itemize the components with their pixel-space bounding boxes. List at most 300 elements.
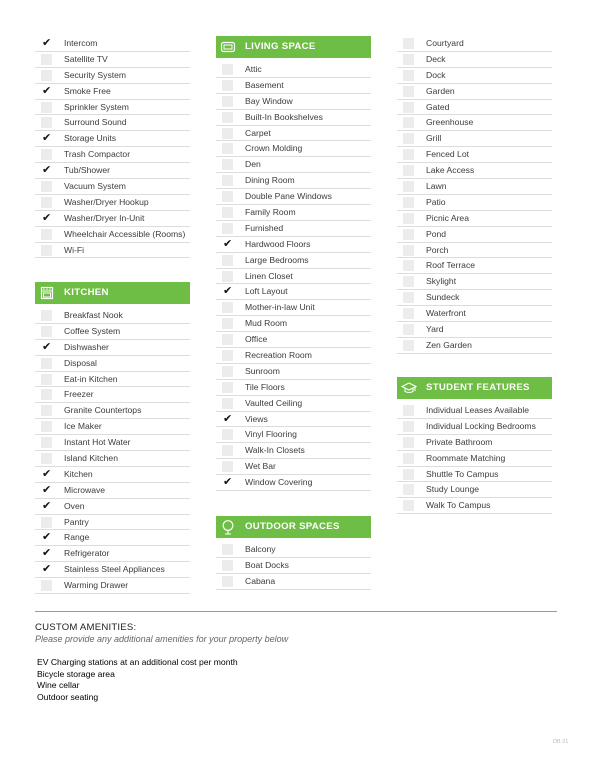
amenity-checkbox[interactable] bbox=[403, 102, 414, 113]
checkmark-icon: ✔ bbox=[42, 131, 52, 145]
amenity-checkbox[interactable] bbox=[403, 340, 414, 351]
amenity-checkbox[interactable] bbox=[403, 165, 414, 176]
amenity-checkbox[interactable] bbox=[403, 437, 414, 448]
amenity-label: Courtyard bbox=[426, 38, 464, 48]
amenity-label: Study Lounge bbox=[426, 484, 480, 495]
amenity-item bbox=[397, 211, 552, 227]
amenity-item bbox=[35, 324, 190, 340]
amenity-checkbox[interactable] bbox=[222, 398, 233, 409]
amenity-label: Mother-in-law Unit bbox=[245, 302, 315, 313]
amenity-checkbox[interactable] bbox=[41, 54, 52, 65]
amenity-label: Ice Maker bbox=[64, 421, 102, 432]
amenity-item bbox=[397, 115, 552, 131]
amenity-item bbox=[216, 364, 371, 380]
amenity-checkbox[interactable] bbox=[403, 421, 414, 432]
amenity-label: Deck bbox=[426, 53, 446, 64]
amenity-checkbox[interactable] bbox=[41, 374, 52, 385]
amenity-checkbox[interactable] bbox=[403, 260, 414, 271]
living-space-title: LIVING SPACE bbox=[245, 41, 316, 52]
amenity-item bbox=[397, 195, 552, 211]
amenity-checkbox[interactable] bbox=[41, 102, 52, 113]
amenity-item bbox=[35, 435, 190, 451]
amenity-label: Den bbox=[245, 159, 261, 170]
amenity-label: Dock bbox=[426, 69, 446, 80]
amenity-item bbox=[35, 100, 190, 116]
amenity-checkbox[interactable] bbox=[403, 308, 414, 319]
kitchen-header bbox=[35, 282, 190, 304]
checkmark-icon: ✔ bbox=[42, 562, 52, 576]
custom-amenity-line: EV Charging stations at an additional cost per month bbox=[37, 657, 238, 667]
amenity-label: Granite Countertops bbox=[64, 405, 142, 416]
amenity-item bbox=[397, 290, 552, 306]
amenity-label: Wheelchair Accessible (Rooms) bbox=[64, 228, 186, 239]
amenity-item bbox=[35, 227, 190, 243]
kitchen-title: KITCHEN bbox=[64, 287, 109, 298]
custom-amenity-line: Outdoor seating bbox=[37, 691, 99, 702]
checkmark-icon: ✔ bbox=[223, 475, 233, 489]
amenity-checkbox[interactable] bbox=[41, 326, 52, 337]
amenity-checkbox[interactable] bbox=[403, 149, 414, 160]
amenity-label: Vinyl Flooring bbox=[245, 429, 297, 440]
checkmark-icon: ✔ bbox=[42, 36, 52, 49]
amenity-label: Private Bathroom bbox=[426, 436, 493, 447]
amenity-item bbox=[397, 84, 552, 100]
amenity-label: Vacuum System bbox=[64, 181, 126, 192]
amenity-checkbox[interactable] bbox=[403, 197, 414, 208]
amenity-item bbox=[35, 147, 190, 163]
amenity-checkbox[interactable] bbox=[403, 405, 414, 416]
amenity-item bbox=[216, 221, 371, 237]
amenity-checkbox[interactable] bbox=[41, 358, 52, 369]
amenity-item bbox=[397, 403, 552, 419]
outdoor-spaces-list bbox=[216, 542, 371, 590]
amenity-item bbox=[35, 36, 190, 52]
amenity-item bbox=[216, 300, 371, 316]
amenity-list bbox=[397, 36, 552, 354]
checkmark-icon: ✔ bbox=[223, 411, 233, 425]
checkmark-icon: ✔ bbox=[42, 163, 52, 177]
amenity-label: Yard bbox=[426, 324, 444, 335]
amenity-item bbox=[397, 435, 552, 451]
tree-icon bbox=[220, 519, 236, 535]
amenity-label: Basement bbox=[245, 79, 284, 90]
amenity-item bbox=[397, 131, 552, 147]
checkmark-icon: ✔ bbox=[223, 236, 233, 250]
amenity-label: Gated bbox=[426, 101, 450, 112]
amenity-checkbox[interactable] bbox=[403, 245, 414, 256]
amenity-checkbox[interactable] bbox=[41, 181, 52, 192]
amenity-checkbox[interactable] bbox=[222, 159, 233, 170]
amenity-item bbox=[35, 131, 190, 147]
amenity-checkbox[interactable] bbox=[222, 64, 233, 75]
amenity-label: Smoke Free bbox=[64, 85, 111, 96]
amenity-checkbox[interactable] bbox=[41, 70, 52, 81]
amenity-label: Tile Floors bbox=[245, 381, 285, 392]
amenity-checkbox[interactable] bbox=[222, 366, 233, 377]
amenity-label: Walk-In Closets bbox=[245, 445, 305, 456]
amenity-item bbox=[397, 451, 552, 467]
amenity-label: Freezer bbox=[64, 389, 94, 400]
amenity-item bbox=[397, 274, 552, 290]
page-number: DB 21 bbox=[553, 739, 569, 745]
amenity-label: Washer/Dryer Hookup bbox=[64, 196, 149, 207]
amenity-label: Wet Bar bbox=[245, 461, 276, 472]
amenity-label: Picnic Area bbox=[426, 212, 469, 223]
amenity-label: Window Covering bbox=[245, 477, 313, 488]
amenity-item bbox=[35, 387, 190, 403]
amenity-item bbox=[216, 475, 371, 491]
amenity-checkbox[interactable] bbox=[222, 302, 233, 313]
amenity-checkbox[interactable] bbox=[222, 445, 233, 456]
amenity-label: Security System bbox=[64, 69, 127, 80]
amenity-label: Walk To Campus bbox=[426, 500, 491, 511]
amenity-label: Island Kitchen bbox=[64, 453, 118, 464]
outdoor-spaces-title: OUTDOOR SPACES bbox=[245, 521, 340, 532]
amenity-label: Satellite TV bbox=[64, 53, 108, 64]
amenity-label: Lake Access bbox=[426, 165, 475, 176]
amenity-label: Loft Layout bbox=[245, 286, 288, 297]
amenity-label: Vaulted Ceiling bbox=[245, 397, 303, 408]
amenity-item bbox=[397, 258, 552, 274]
amenity-label: Dishwasher bbox=[64, 341, 109, 352]
amenity-item bbox=[35, 340, 190, 356]
amenity-item bbox=[397, 100, 552, 116]
amenity-item bbox=[216, 332, 371, 348]
amenity-item bbox=[35, 562, 190, 578]
amenity-label: Built-In Bookshelves bbox=[245, 111, 323, 122]
amenity-item bbox=[216, 574, 371, 590]
amenity-checkbox[interactable] bbox=[403, 213, 414, 224]
checkmark-icon: ✔ bbox=[42, 546, 52, 560]
amenity-checkbox[interactable] bbox=[222, 461, 233, 472]
amenity-item bbox=[397, 52, 552, 68]
amenity-checkbox[interactable] bbox=[222, 143, 233, 154]
amenity-item bbox=[397, 419, 552, 435]
amenity-label: Refrigerator bbox=[64, 548, 110, 559]
custom-amenity-line: Bicycle storage area bbox=[37, 668, 115, 679]
amenity-checkbox[interactable] bbox=[403, 324, 414, 335]
amenity-label: Disposal bbox=[64, 357, 97, 368]
amenity-item bbox=[216, 157, 371, 173]
amenity-checkbox[interactable] bbox=[41, 405, 52, 416]
amenity-item bbox=[216, 348, 371, 364]
amenity-label: Family Room bbox=[245, 207, 296, 218]
amenity-checkbox[interactable] bbox=[222, 207, 233, 218]
amenity-item bbox=[216, 269, 371, 285]
amenity-label: Washer/Dryer In-Unit bbox=[64, 212, 145, 223]
amenity-label: Crown Molding bbox=[245, 143, 303, 154]
amenity-checkbox[interactable] bbox=[222, 255, 233, 266]
amenity-checkbox[interactable] bbox=[403, 484, 414, 495]
amenity-checkbox[interactable] bbox=[41, 310, 52, 321]
amenity-item bbox=[397, 227, 552, 243]
amenity-checkbox[interactable] bbox=[403, 117, 414, 128]
checkmark-icon: ✔ bbox=[42, 530, 52, 544]
amenity-checkbox[interactable] bbox=[41, 197, 52, 208]
checkmark-icon: ✔ bbox=[42, 339, 52, 353]
amenity-item bbox=[35, 52, 190, 68]
amenity-label: Pond bbox=[426, 228, 447, 239]
amenity-checkbox[interactable] bbox=[41, 149, 52, 160]
amenity-item bbox=[35, 115, 190, 131]
amenity-list bbox=[35, 36, 190, 258]
amenity-item bbox=[216, 205, 371, 221]
amenity-label: Pantry bbox=[64, 516, 89, 527]
student-features-header bbox=[397, 377, 552, 399]
amenity-item bbox=[35, 578, 190, 594]
amenity-item bbox=[216, 173, 371, 189]
sofa-icon bbox=[220, 39, 236, 55]
amenity-item bbox=[35, 356, 190, 372]
amenity-item bbox=[35, 84, 190, 100]
amenity-item bbox=[35, 372, 190, 388]
amenity-item bbox=[35, 211, 190, 227]
amenity-item bbox=[35, 403, 190, 419]
kitchen-section bbox=[35, 282, 190, 594]
amenity-label: Grill bbox=[426, 133, 442, 144]
amenity-label: Carpet bbox=[245, 127, 271, 138]
amenity-checkbox[interactable] bbox=[222, 318, 233, 329]
amenity-label: Bay Window bbox=[245, 95, 293, 106]
amenity-checkbox[interactable] bbox=[222, 560, 233, 571]
amenity-label: Oven bbox=[64, 500, 85, 511]
amenity-item bbox=[216, 126, 371, 142]
amenity-checkbox[interactable] bbox=[222, 191, 233, 202]
amenity-label: Lawn bbox=[426, 181, 447, 192]
amenity-checkbox[interactable] bbox=[41, 437, 52, 448]
amenity-item bbox=[216, 316, 371, 332]
amenity-label: Recreation Room bbox=[245, 350, 312, 361]
amenity-item bbox=[216, 237, 371, 253]
amenity-label: Office bbox=[245, 334, 268, 345]
amenity-label: Trash Compactor bbox=[64, 149, 131, 160]
amenity-label: Greenhouse bbox=[426, 117, 474, 128]
amenity-label: Warming Drawer bbox=[64, 580, 129, 591]
amenity-item bbox=[397, 338, 552, 354]
amenity-label: Roommate Matching bbox=[426, 452, 506, 463]
custom-amenities-title: CUSTOM AMENITIES: bbox=[35, 622, 137, 633]
amenity-checkbox[interactable] bbox=[222, 576, 233, 587]
amenity-label: Roof Terrace bbox=[426, 260, 476, 271]
amenity-item bbox=[216, 427, 371, 443]
amenities-column-1 bbox=[35, 36, 190, 258]
amenity-checkbox[interactable] bbox=[403, 276, 414, 287]
amenity-checkbox[interactable] bbox=[403, 54, 414, 65]
amenity-label: Sundeck bbox=[426, 292, 460, 303]
custom-amenities-entries[interactable] bbox=[37, 657, 238, 703]
amenity-item bbox=[216, 141, 371, 157]
amenity-checkbox[interactable] bbox=[222, 223, 233, 234]
amenities-column-3 bbox=[397, 36, 552, 354]
amenity-item bbox=[216, 110, 371, 126]
amenity-label: Sprinkler System bbox=[64, 101, 129, 112]
amenity-label: Intercom bbox=[64, 38, 98, 48]
amenity-item bbox=[35, 163, 190, 179]
amenity-label: Balcony bbox=[245, 544, 276, 554]
amenity-item bbox=[35, 515, 190, 531]
amenity-checkbox[interactable] bbox=[222, 382, 233, 393]
amenity-item bbox=[216, 94, 371, 110]
amenity-item bbox=[216, 189, 371, 205]
amenity-label: Attic bbox=[245, 64, 262, 74]
amenity-item bbox=[216, 558, 371, 574]
amenity-label: Boat Docks bbox=[245, 559, 289, 570]
custom-amenities-instructions: Please provide any additional amenities for your property below bbox=[35, 634, 289, 644]
amenity-checkbox[interactable] bbox=[222, 350, 233, 361]
amenity-checkbox[interactable] bbox=[403, 181, 414, 192]
amenity-label: Kitchen bbox=[64, 468, 93, 479]
amenity-label: Breakfast Nook bbox=[64, 310, 123, 320]
amenity-item bbox=[216, 253, 371, 269]
amenity-checkbox[interactable] bbox=[222, 128, 233, 139]
student-features-section bbox=[397, 377, 552, 514]
amenity-checkbox[interactable] bbox=[222, 175, 233, 186]
amenity-checkbox[interactable] bbox=[222, 334, 233, 345]
amenity-item bbox=[397, 243, 552, 259]
amenity-item bbox=[397, 36, 552, 52]
amenity-item bbox=[216, 443, 371, 459]
amenity-label: Mud Room bbox=[245, 318, 288, 329]
amenity-label: Eat-in Kitchen bbox=[64, 373, 118, 384]
graduation-cap-icon bbox=[401, 380, 417, 396]
amenity-item bbox=[35, 467, 190, 483]
amenity-checkbox[interactable] bbox=[403, 229, 414, 240]
amenity-label: Surround Sound bbox=[64, 117, 127, 128]
amenity-item bbox=[35, 243, 190, 259]
amenity-item bbox=[397, 306, 552, 322]
amenity-label: Stainless Steel Appliances bbox=[64, 564, 165, 575]
amenity-checkbox[interactable] bbox=[41, 245, 52, 256]
checkmark-icon: ✔ bbox=[42, 466, 52, 480]
amenity-item bbox=[397, 322, 552, 338]
amenities-column-2 bbox=[216, 36, 371, 491]
amenity-item bbox=[35, 179, 190, 195]
amenity-label: Zen Garden bbox=[426, 339, 472, 350]
amenity-checkbox[interactable] bbox=[222, 80, 233, 91]
amenity-label: Patio bbox=[426, 196, 446, 207]
amenity-item bbox=[397, 482, 552, 498]
amenity-label: Double Pane Windows bbox=[245, 191, 332, 202]
amenity-item bbox=[35, 530, 190, 546]
amenity-checkbox[interactable] bbox=[403, 38, 414, 49]
amenity-checkbox[interactable] bbox=[403, 500, 414, 511]
amenity-item bbox=[35, 308, 190, 324]
amenity-label: Waterfront bbox=[426, 308, 466, 319]
amenity-checkbox[interactable] bbox=[403, 70, 414, 81]
amenity-item bbox=[397, 68, 552, 84]
amenity-checkbox[interactable] bbox=[41, 117, 52, 128]
amenity-label: Wi-Fi bbox=[64, 244, 85, 255]
amenity-label: Storage Units bbox=[64, 133, 117, 144]
kitchen-list bbox=[35, 308, 190, 594]
amenity-label: Shuttle To Campus bbox=[426, 468, 499, 479]
custom-amenity-line: Wine cellar bbox=[37, 680, 80, 691]
amenity-label: Skylight bbox=[426, 276, 457, 287]
amenity-label: Large Bedrooms bbox=[245, 254, 309, 265]
amenity-label: Individual Locking Bedrooms bbox=[426, 420, 536, 431]
amenity-checkbox[interactable] bbox=[41, 453, 52, 464]
amenity-label: Microwave bbox=[64, 484, 106, 495]
student-features-title: STUDENT FEATURES bbox=[426, 382, 530, 393]
checkmark-icon: ✔ bbox=[42, 210, 52, 224]
amenity-item bbox=[35, 419, 190, 435]
amenity-item bbox=[216, 284, 371, 300]
amenity-label: Tub/Shower bbox=[64, 165, 111, 176]
amenity-item bbox=[397, 147, 552, 163]
amenity-label: Coffee System bbox=[64, 325, 121, 336]
amenity-label: Porch bbox=[426, 244, 449, 255]
amenity-checkbox[interactable] bbox=[41, 517, 52, 528]
checkmark-icon: ✔ bbox=[42, 83, 52, 97]
amenity-checkbox[interactable] bbox=[41, 229, 52, 240]
amenity-checkbox[interactable] bbox=[41, 421, 52, 432]
student-features-list bbox=[397, 403, 552, 514]
amenity-item bbox=[35, 68, 190, 84]
amenity-label: Furnished bbox=[245, 222, 284, 233]
amenity-checkbox[interactable] bbox=[403, 453, 414, 464]
amenity-checkbox[interactable] bbox=[222, 429, 233, 440]
checkmark-icon: ✔ bbox=[42, 482, 52, 496]
amenity-item bbox=[397, 467, 552, 483]
amenity-checkbox[interactable] bbox=[41, 580, 52, 591]
amenity-item bbox=[397, 498, 552, 514]
amenity-checkbox[interactable] bbox=[222, 112, 233, 123]
amenity-item bbox=[216, 62, 371, 78]
outdoor-spaces-header bbox=[216, 516, 371, 538]
checkmark-icon: ✔ bbox=[42, 498, 52, 512]
amenity-checkbox[interactable] bbox=[222, 544, 233, 555]
amenity-item bbox=[35, 499, 190, 515]
amenity-checkbox[interactable] bbox=[222, 96, 233, 107]
amenity-item bbox=[397, 179, 552, 195]
stove-icon bbox=[39, 285, 55, 301]
amenity-item bbox=[216, 78, 371, 94]
amenity-label: Individual Leases Available bbox=[426, 405, 530, 415]
amenity-label: Hardwood Floors bbox=[245, 238, 311, 249]
amenity-label: Linen Closet bbox=[245, 270, 293, 281]
amenity-label: Views bbox=[245, 413, 268, 424]
amenity-label: Instant Hot Water bbox=[64, 437, 131, 448]
section-divider bbox=[35, 611, 557, 612]
amenity-item bbox=[35, 195, 190, 211]
amenity-item bbox=[216, 412, 371, 428]
outdoor-spaces-section bbox=[216, 516, 371, 590]
amenity-label: Range bbox=[64, 532, 90, 543]
amenity-checkbox[interactable] bbox=[403, 86, 414, 97]
amenity-label: Garden bbox=[426, 85, 455, 96]
amenity-item bbox=[216, 380, 371, 396]
living-space-list bbox=[216, 62, 371, 491]
amenity-checkbox[interactable] bbox=[222, 271, 233, 282]
amenity-label: Fenced Lot bbox=[426, 149, 469, 160]
amenity-item bbox=[216, 542, 371, 558]
checkmark-icon: ✔ bbox=[223, 284, 233, 298]
amenity-item bbox=[397, 163, 552, 179]
amenity-checkbox[interactable] bbox=[403, 469, 414, 480]
amenity-item bbox=[216, 459, 371, 475]
amenity-item bbox=[35, 451, 190, 467]
amenity-item bbox=[35, 483, 190, 499]
amenity-label: Cabana bbox=[245, 575, 276, 586]
amenity-item bbox=[35, 546, 190, 562]
living-space-header bbox=[216, 36, 371, 58]
amenity-label: Dining Room bbox=[245, 175, 295, 186]
amenity-checkbox[interactable] bbox=[403, 133, 414, 144]
amenity-label: Sunroom bbox=[245, 365, 280, 376]
amenity-checkbox[interactable] bbox=[41, 389, 52, 400]
amenity-item bbox=[216, 396, 371, 412]
amenity-checkbox[interactable] bbox=[403, 292, 414, 303]
